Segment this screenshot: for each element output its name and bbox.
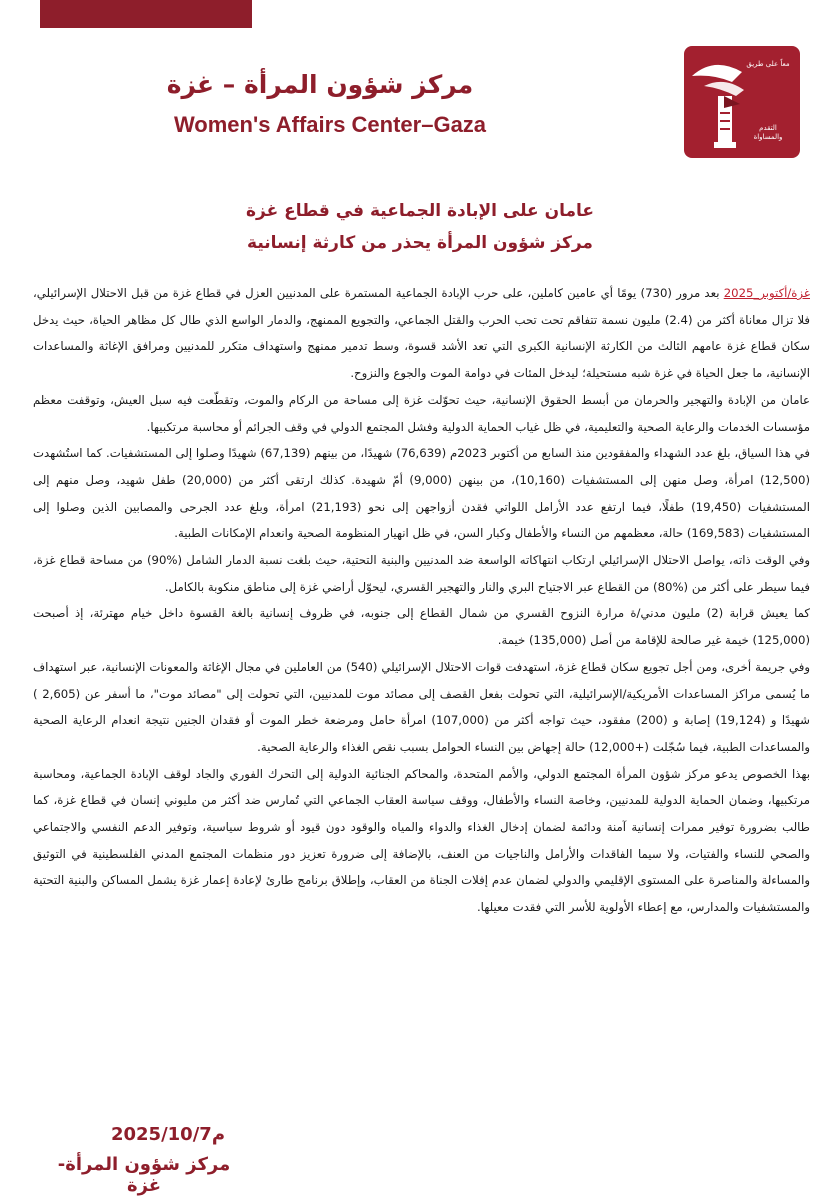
logo-slogan-top: معاً على طريق xyxy=(746,60,790,68)
paragraph: كما يعيش قرابة (2) مليون مدني/ة مرارة النزوح القسري من شمال القطاع إلى جنوبه، في ظروف إنسانية بالغة القسوة داخل خيام مهترئة، إذ أصبحت (125,000) خيمة غير صالحة للإقامة من أصل (135,000) خيمة. xyxy=(33,606,810,648)
paragraph: عامان من الإبادة والتهجير والحرمان من أبسط الحقوق الإنسانية، حيث تحوّلت غزة إلى مساحة من الركام والموت، وتقطّعت فيه سبل العيش، وتوقفت معظم مؤسسات الخدمات والرعاية الصحية والتعليمية، في ظل غياب الحماية الدولية وفشل المجتمع الدولي في وقف الجرائم أو محاسبة مرتكبيها. xyxy=(33,392,810,434)
top-decorative-bar xyxy=(40,0,252,28)
paragraph: وفي جريمة أخرى، ومن أجل تجويع سكان قطاع غزة، استهدفت قوات الاحتلال الإسرائيلي (540) من العاملين في مجال الإغاثة والمعونات الإنسانية، عبر استهداف ما يُسمى مراكز المساعدات الأمريكية/الإسرائيلية، التي تحولت بفعل القصف إلى مصائد موت للمدنيين، التي تحولت إلى "مصائد موت"، ما أسفر عن (2,605 ) شهيدًا و (19,124) إصابة و (200) مفقود، حيث تواجه أكثر من (107,000) امرأة حامل ومرضعة خطر الموت أو فقدان الجنين نتيجة انعدام الرعاية الصحية والمساعدات الطبية، فيما سُجّلت (+12,000) حالة إجهاض بين النساء الحوامل بسبب نقص الغذاء والرعاية الصحية. xyxy=(33,659,811,754)
org-name-english: Women's Affairs Center–Gaza xyxy=(173,112,487,137)
dateline: غزة/أكتوبر_2025 xyxy=(723,286,810,300)
womens-affairs-logo xyxy=(684,46,800,158)
logo-slogan-bottom: التقدم والمساواة xyxy=(753,124,783,141)
document-subtitle: مركز شؤون المرأة يحذر من كارثة إنسانية xyxy=(247,233,593,253)
paragraph: وفي الوقت ذاته، يواصل الاحتلال الإسرائيلي ارتكاب انتهاكاته الواسعة ضد المدنيين والبنية التحتية، حيث بلغت نسبة الدمار الشامل (%90) من مساحة قطاع غزة، فيما سيطر على أكثر من (%80) من القطاع عبر الاجتياح البري والنار والتهجير القسري، ليحوّل أراضي غزة إلى مناطق منكوبة بالكامل. xyxy=(33,553,810,594)
paragraph: بهذا الخصوص يدعو مركز شؤون المرأة المجتمع الدولي، والأمم المتحدة، والمحاكم الجنائية الدولية إلى التحرك الفوري والجاد لوقف الإبادة الجماعية، ومحاسبة مرتكبيها، وضمان الحماية الدولية للمدنيين، وخاصة النساء والأطفال، ووقف سياسة العقاب الجماعي التي تُمارس ضد أكثر من مليوني إنسان في قطاع غزة، كما طالب بضرورة توفير ممرات إنسانية آمنة ودائمة لضمان إدخال الغذاء والدواء والمياه والوقود دون قيود أو شروط سياسية، وتوفير الدعم النفسي والاجتماعي والصحي للنساء والفتيات، ولا سيما الفاقدات والأرامل والناجيات من العنف، بالإضافة إلى ضرورة تعزيز دور منظمات المجتمع المدني الفلسطينية في التوثيق والمساءلة والمناصرة على المستوى الإقليمي والدولي لضمان عدم إفلات الجناة من العقاب، وإطلاق برنامج طارئ لإعادة إعمار غزة يشمل المساكن والبنية التحتية والمستشفيات والمدارس، مع إعطاء الأولوية للأسر التي فقدت معيلها. xyxy=(33,766,810,915)
paragraph: في هذا السياق، بلغ عدد الشهداء والمفقودين منذ السابع من أكتوبر 2023م (76,639) شهيدًا، من بينهم (67,139) شهيدًا وصلوا إلى المستشفيات. كما استُشهدت (12,500) امرأة، وصل منهن إلى المستشفيات (10,160)، من بينهن (9,000) أمّ شهيدة. كذلك ارتقى أكثر من (20,000) طفل شهيد، وصل منهم إلى المستشفيات (19,450) طفلًا، فيما ارتفع عدد الأرامل اللواتي فقدن أزواجهن إلى نحو (21,193) امرأة، وبلغ عدد الجرحى والمصابين الذين وصلوا إلى المستشفيات (169,583) حالة، معظمهم من النساء والأطفال وكبار السن، في ظل انهيار المنظومة الصحية وانعدام الإمكانات الطبية. xyxy=(33,446,810,541)
document-body xyxy=(33,280,810,1160)
paragraph xyxy=(33,280,810,387)
footer-date: 2025/10/7م xyxy=(110,1124,226,1145)
org-name-arabic: مركز شؤون المرأة – غزة xyxy=(166,70,474,99)
document-title: عامان على الإبادة الجماعية في قطاع غزة xyxy=(245,201,595,221)
footer-signature-org: مركز شؤون المرأة- غزة xyxy=(57,1154,231,1196)
paragraph-text: بعد مرور (730) يومًا أي عامين كاملين، على حرب الإبادة الجماعية المستمرة على المدنيين العزل في قطاع غزة من قبل الاحتلال الإسرائيلي، فلا تزال معاناة أكثر من (2.4) مليون نسمة تتفاقم تحت تحب الحرب والقتل الجماعي، والتجويع الممنهج، والدمار الواسع الذي طال كل مظاهر الحياة، حيث يدخل سكان قطاع غزة عامهم الثالث من الكارثة الإنسانية الكبرى التي تعد الأشد قسوة، وسط تدمير ممنهج واستهداف متكرر للمدنيين ومرافق الإغاثة والمساعدات الإنسانية، ما جعل الحياة في غزة شبه مستحيلة؛ ليدخل المئات في دوامة الموت والجوع والنزوح. xyxy=(33,286,811,381)
